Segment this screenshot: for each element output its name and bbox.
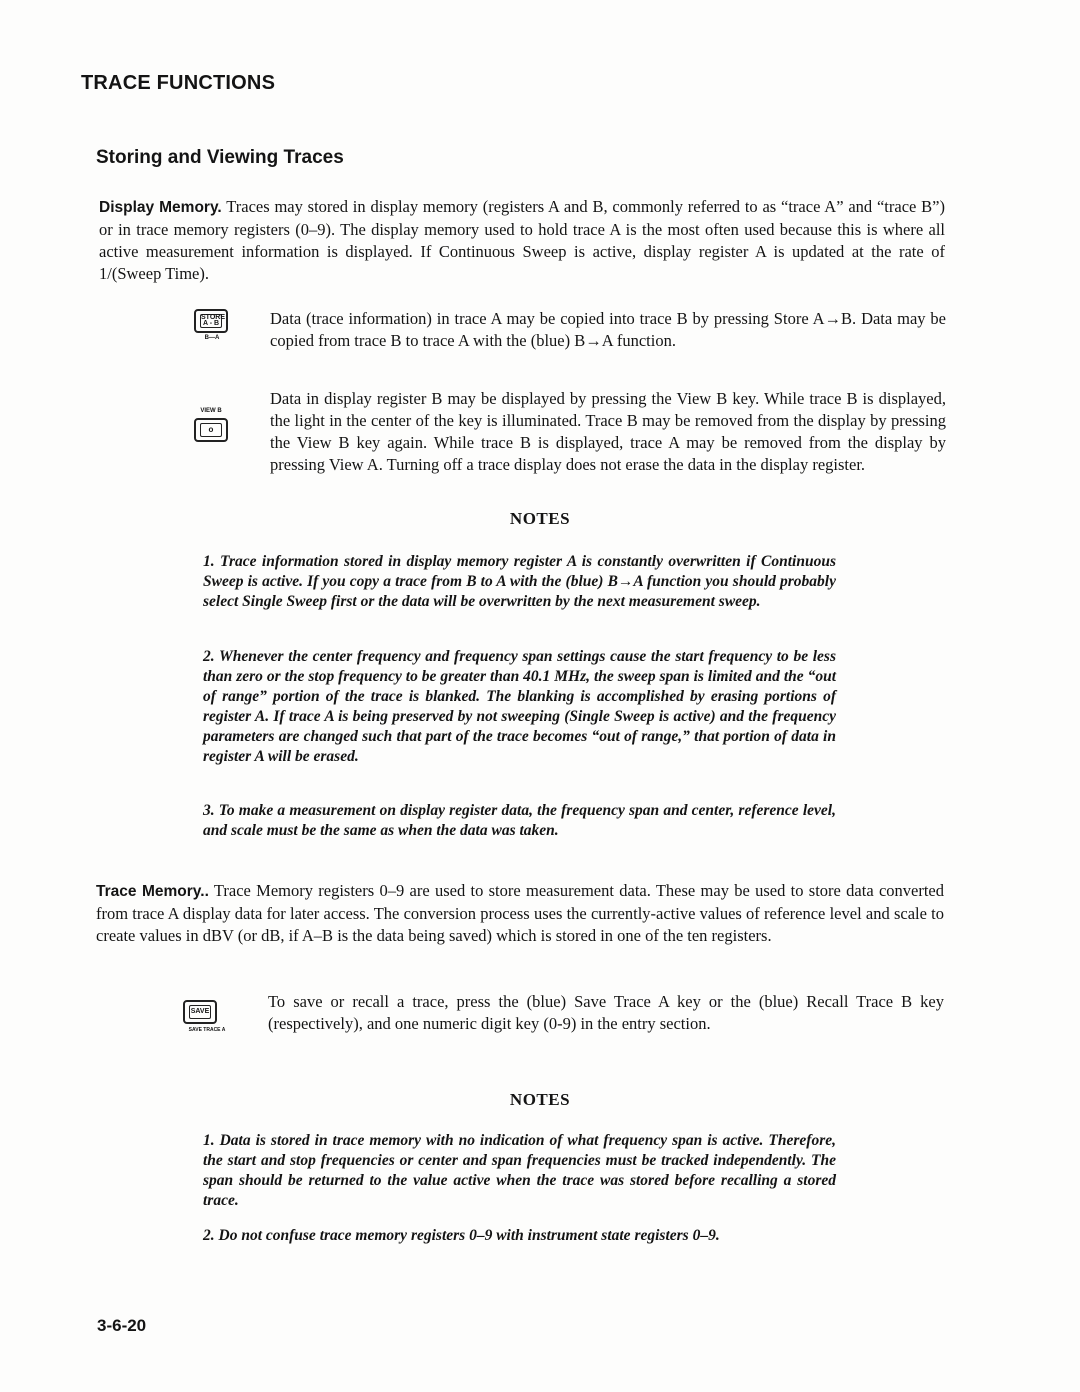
trace-memory-text: Trace Memory registers 0–9 are used to store measurement data. These may be used to store data converted from trace A display data for later access. The conversion process uses the currently-active values of reference level and scale to create values in dBV (or dB, if A–B is the data being saved) which is stored in one of the ten registers.	[96, 881, 944, 945]
note-2-2: 2. Do not confuse trace memory registers 0–9 with instrument state registers 0–9.	[203, 1227, 720, 1244]
save-key-body	[183, 1000, 217, 1024]
view-b-key-description: Data in display register B may be displayed by pressing the View B key. While trace B is displayed, the light in the center of the key is illuminated. Trace B may be removed from the display by pressing the View B key again. While trace B is displayed, trace A may be removed from the display by pressing View A. Turning off a trace display does not erase the data in the display register.	[270, 389, 946, 474]
save-key-caption: SAVE TRACE A	[188, 1027, 226, 1033]
view-b-key-light: o	[200, 423, 222, 437]
trace-memory-paragraph	[96, 880, 944, 947]
store-key-face	[200, 314, 225, 328]
note-2-1: 1. Data is stored in trace memory with no indication of what frequency span is active. Therefore, the start and stop frequencies or center and span frequencies must be tracked independently. The span should be returned to the value active when the trace was stored before recalling a stored trace.	[203, 1132, 836, 1209]
note-1-1: 1. Trace information stored in display memory register A is constantly overwritten if Continuous Sweep is active. If you copy a trace from B to A with the (blue) B→A function you should probably select Single Sweep first or the data will be overwritten by the next measurement sweep.	[203, 553, 836, 610]
display-memory-lead: Display Memory.	[99, 199, 222, 216]
notes-title-2: NOTES	[509, 1090, 571, 1109]
subheading: Storing and Viewing Traces	[96, 147, 344, 168]
store-key-icon	[194, 309, 234, 349]
display-memory-text: Traces may stored in display memory (registers A and B, commonly referred to as “trace A” and “trace B”) or in trace memory registers (0–9). The display memory used to hold trace A is the most often used because this is where all active measurement information is displayed. If Continuous Sweep is active, display register A is updated at the rate of 1/(Sweep Time).	[99, 197, 945, 283]
view-b-key-body	[194, 418, 228, 442]
save-trace-key-icon	[181, 1000, 233, 1040]
store-key-body	[194, 309, 228, 333]
store-key-caption: B—A	[204, 335, 220, 341]
display-memory-paragraph	[99, 196, 945, 285]
save-key-label: SAVE	[189, 1005, 211, 1019]
page-number: 3-6-20	[97, 1316, 147, 1335]
trace-memory-lead: Trace Memory..	[96, 883, 209, 900]
view-b-key-caption: VIEW B	[200, 408, 222, 414]
view-b-key-icon	[194, 408, 234, 444]
store-key-label-top: STORE	[201, 314, 225, 321]
save-key-description: To save or recall a trace, press the (blue) Save Trace A key or the (blue) Recall Trace B key (respectively), and one numeric digit key (0-9) in the entry section.	[268, 992, 944, 1033]
store-key-description: Data (trace information) in trace A may be copied into trace B by pressing Store A→B. Data may be copied from trace B to trace A with the (blue) B→A function.	[270, 309, 946, 350]
store-key-label-bottom: A - B	[202, 320, 220, 327]
notes-title-1: NOTES	[509, 509, 571, 528]
note-1-2: 2. Whenever the center frequency and frequency span settings cause the start frequency to be less than zero or the stop frequency to be greater than 40.1 MHz, the sweep span is limited and the “out of range” portion of the trace is blanked. The blanking is accomplished by erasing portions of register A. If trace A is being preserved by not sweeping (Single Sweep is active) and the frequency parameters are changed such that part of the trace becomes “out of range,” that portion of data in register A will be erased.	[203, 648, 836, 765]
section-title: TRACE FUNCTIONS	[81, 72, 276, 94]
note-1-3: 3. To make a measurement on display register data, the frequency span and center, reference level, and scale must be the same as when the data was taken.	[203, 802, 836, 839]
